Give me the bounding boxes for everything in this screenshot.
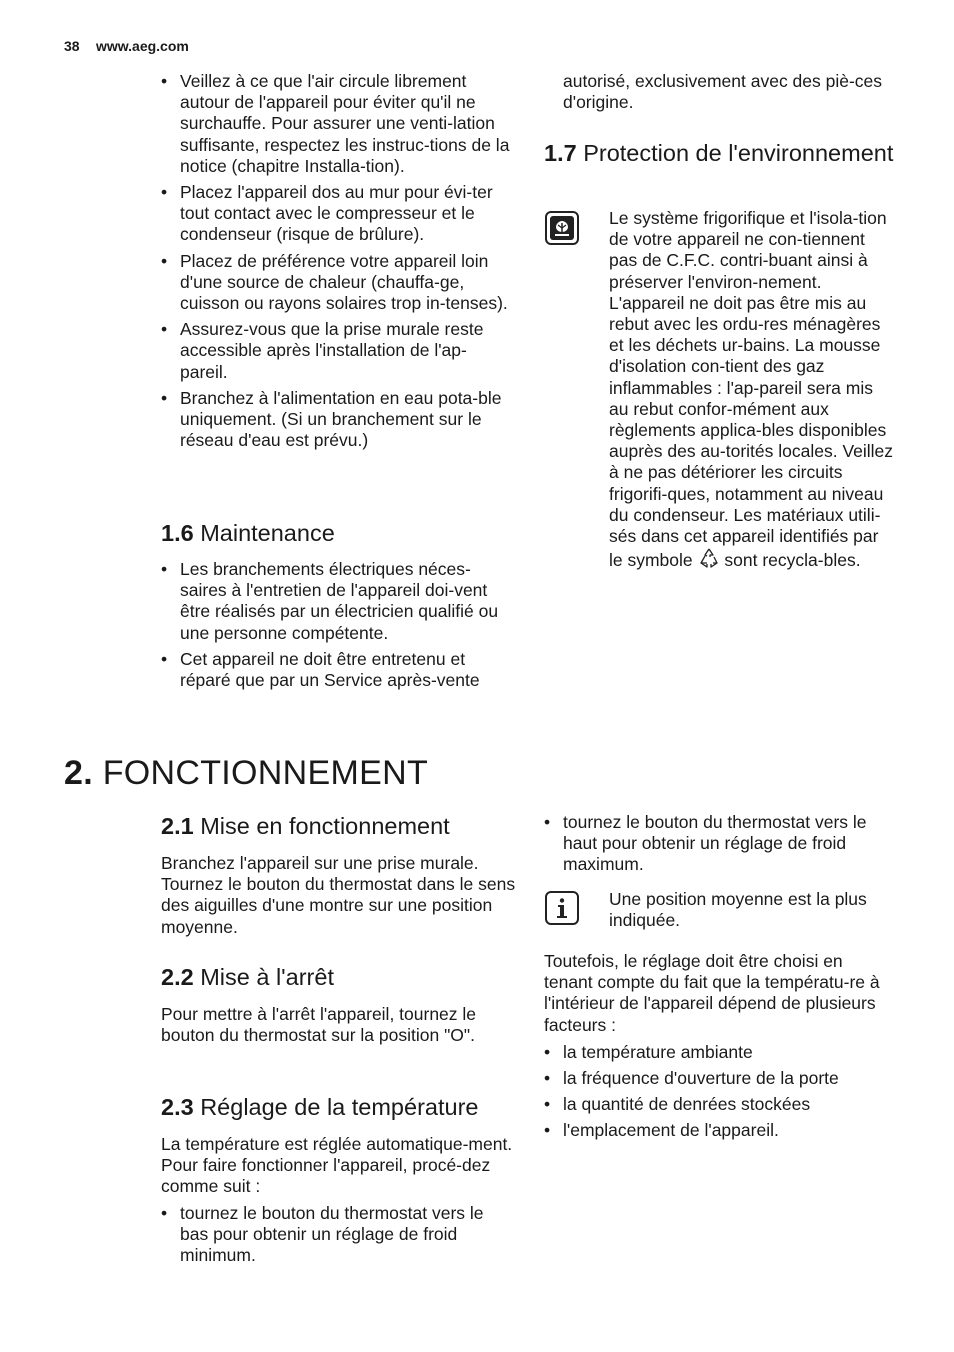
list-item: • Placez de préférence votre appareil loin d'une source de chaleur (chauffa-ge, cuisson ou rayons solaires trop in-tenses). [161, 251, 513, 315]
maintenance-bullet-list [161, 559, 513, 691]
section-heading: 2.3 Réglage de la température [161, 1094, 479, 1120]
environment-leaf-icon [545, 211, 579, 245]
factors-list [544, 1042, 892, 1142]
list-item: • tournez le bouton du thermostat vers le bas pour obtenir un réglage de froid minimum. [161, 1203, 513, 1267]
list-item: • Les branchements électriques néces-saires à l'entretien de l'appareil doi-vent être réalisés par un électricien qualifié ou une personne compétente. [161, 559, 513, 644]
section-heading: 2.1 Mise en fonctionnement [161, 813, 450, 839]
max-cold-bullet [544, 812, 889, 881]
list-item: • tournez le bouton du thermostat vers le haut pour obtenir un réglage de froid maximum. [544, 812, 889, 876]
website-url: www.aeg.com [96, 38, 189, 54]
list-item: • la fréquence d'ouverture de la porte [544, 1068, 892, 1089]
safety-bullet-list [161, 71, 513, 451]
list-item: • Placez l'appareil dos au mur pour évi-ter tout contact avec le compresseur et le condenseur (risque de brûlure). [161, 182, 513, 246]
section-heading: 1.6 Maintenance [161, 520, 335, 546]
paragraph: Toutefois, le réglage doit être choisi en tenant compte du fait que la températu-re à l'intérieur de l'appareil dépend de plusieurs facteurs : [544, 951, 880, 1035]
section-maintenance [161, 519, 513, 696]
chapter-heading: 2. FONCTIONNEMENT [64, 754, 429, 792]
section-reglage-temperature [161, 1093, 513, 1271]
list-item: • Branchez à l'alimentation en eau pota-ble uniquement. (Si un branchement sur le réseau d'eau est prévu.) [161, 388, 513, 452]
paragraph: Branchez l'appareil sur une prise murale. Tournez le bouton du thermostat dans le sens des aiguilles d'une montre sur une position moyenne. [161, 853, 516, 937]
section-environment-heading-wrap [544, 139, 894, 167]
info-note: Une position moyenne est la plus indiquée. [609, 889, 867, 931]
section-mise-en-fonctionnement [161, 812, 516, 938]
list-item: • Assurez-vous que la prise murale reste accessible après l'installation de l'ap-pareil. [161, 319, 513, 383]
paragraph: La température est réglée automatique-ment. [161, 1134, 513, 1154]
safety-list-column [161, 71, 513, 456]
recycle-icon [698, 547, 720, 574]
page-number: 38 [64, 38, 80, 54]
section-mise-a-l-arret [161, 963, 506, 1046]
paragraph: Pour faire fonctionner l'appareil, procé-dez comme suit : [161, 1155, 491, 1197]
section-heading: 2.2 Mise à l'arrêt [161, 964, 334, 990]
environment-text: Le système frigorifique et l'isola-tion de votre appareil ne con-tiennent pas de C.F.C. contri-buant ainsi à préserver l'environ-nement. L'appareil ne doit pas être mis au rebut avec les ordu-res ménagères et les déchets ur-bains. La mousse d'isolation con-tient des gaz inflammables : l'ap-pareil sera mis au rebut confor-mément aux règlements applica-bles disponibles auprès des au-torités locales. Veillez à ne pas détériorer les circuits frigorifi-ques, notamment au niveau du condenseur. Les matériaux utili-sés dans cet appareil identifiés par le symbole sont recycla-bles. [609, 208, 896, 574]
factors-section [544, 951, 892, 1147]
list-item: • Veillez à ce que l'air circule librement autour de l'appareil pour éviter qu'il ne surchauffe. Pour assurer une venti-lation suffisante, respectez les instruc-tions de la notice (chapitre Installa-tion). [161, 71, 513, 177]
list-item: • la température ambiante [544, 1042, 892, 1063]
continuation-text: autorisé, exclusivement avec des piè-ces d'origine. [563, 71, 883, 113]
info-icon [545, 891, 579, 925]
list-item: • la quantité de denrées stockées [544, 1094, 892, 1115]
section-heading: 1.7 Protection de l'environnement [544, 140, 894, 166]
temperature-bullet-list [161, 1203, 513, 1267]
list-item: • Cet appareil ne doit être entretenu et réparé que par un Service après-vente [161, 649, 513, 691]
paragraph: Pour mettre à l'arrêt l'appareil, tournez le bouton du thermostat sur la position "O". [161, 1004, 477, 1046]
list-item: • l'emplacement de l'appareil. [544, 1120, 892, 1141]
